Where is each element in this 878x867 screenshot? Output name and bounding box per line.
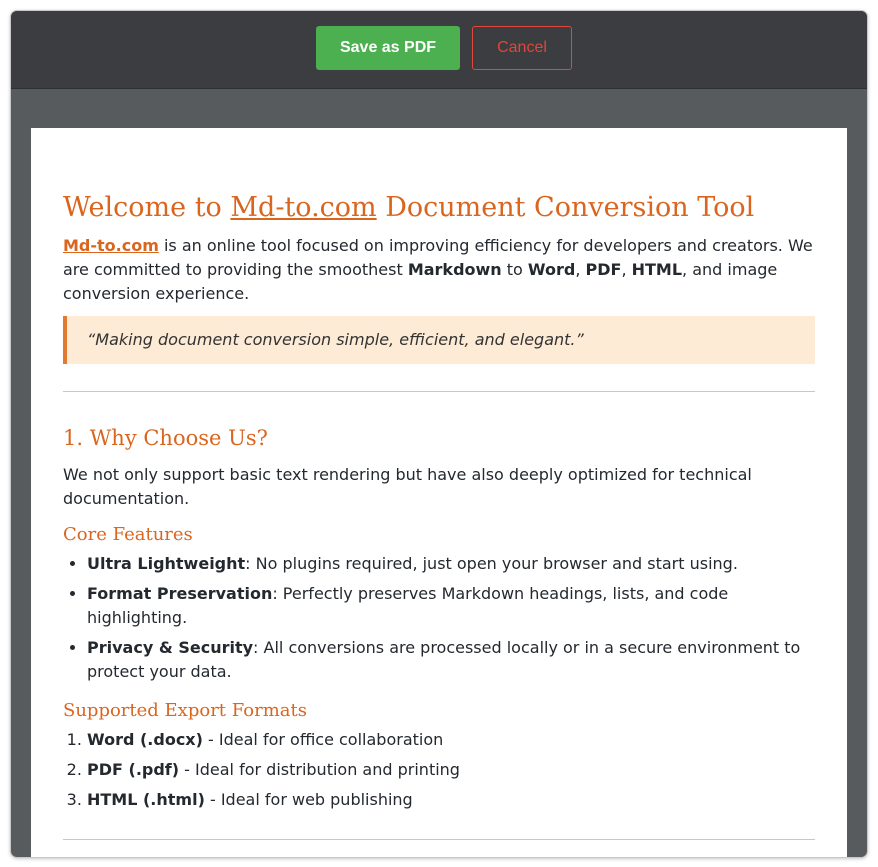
list-item [87, 788, 815, 812]
feature-text: : Perfectly preserves Markdown headings, lists, and code highlighting. [87, 584, 729, 627]
save-as-pdf-button[interactable]: Save as PDF [316, 26, 460, 70]
core-features-list [63, 552, 815, 684]
feature-text: : No plugins required, just open your browser and start using. [245, 554, 738, 573]
intro-text: , [575, 260, 586, 279]
format-text: - Ideal for distribution and printing [179, 760, 460, 779]
intro-bold-word: Word [527, 260, 576, 279]
feature-name: Privacy & Security [87, 638, 254, 657]
list-item [87, 758, 815, 782]
export-formats-list [63, 728, 815, 812]
divider [63, 839, 815, 840]
intro-link[interactable]: Md-to.com [63, 236, 159, 255]
quote-block: “Making document conversion simple, efficient, and elegant.” [63, 316, 815, 364]
format-name: HTML (.html) [87, 790, 205, 809]
feature-name: Ultra Lightweight [87, 554, 246, 573]
title-suffix: Document Conversion Tool [376, 192, 755, 223]
section-heading-why: 1. Why Choose Us? [63, 426, 268, 450]
divider [63, 391, 815, 392]
core-features-heading: Core Features [63, 524, 193, 545]
format-name: PDF (.pdf) [87, 760, 180, 779]
intro-paragraph [63, 234, 815, 306]
document-content [63, 188, 815, 840]
section-why-text: We not only support basic text rendering but have also deeply optimized for technical documentation. [63, 465, 752, 508]
list-item [87, 636, 815, 684]
list-item [87, 582, 815, 630]
list-item [87, 728, 815, 752]
title-link[interactable]: Md-to.com [230, 192, 377, 223]
preview-window [11, 11, 867, 857]
list-item [87, 552, 815, 576]
cancel-button[interactable]: Cancel [472, 26, 572, 70]
intro-text: , [621, 260, 632, 279]
intro-bold-markdown: Markdown [407, 260, 502, 279]
feature-name: Format Preservation [87, 584, 273, 603]
intro-bold-html: HTML [631, 260, 683, 279]
document-title [63, 188, 815, 228]
intro-bold-pdf: PDF [585, 260, 622, 279]
feature-text: : All conversions are processed locally or in a secure environment to protect your data. [87, 638, 801, 681]
document-preview[interactable] [31, 128, 847, 857]
intro-text: to [501, 260, 528, 279]
format-text: - Ideal for web publishing [204, 790, 413, 809]
export-formats-heading: Supported Export Formats [63, 700, 307, 721]
format-name: Word (.docx) [87, 730, 203, 749]
title-prefix: Welcome to [63, 192, 231, 223]
intro-text: , and image conversion experience. [63, 260, 778, 303]
format-text: - Ideal for office collaboration [202, 730, 444, 749]
intro-text: is an online tool focused on improving efficiency for developers and creators. We are committed to providing the smoothest [63, 236, 813, 279]
toolbar [11, 11, 867, 89]
